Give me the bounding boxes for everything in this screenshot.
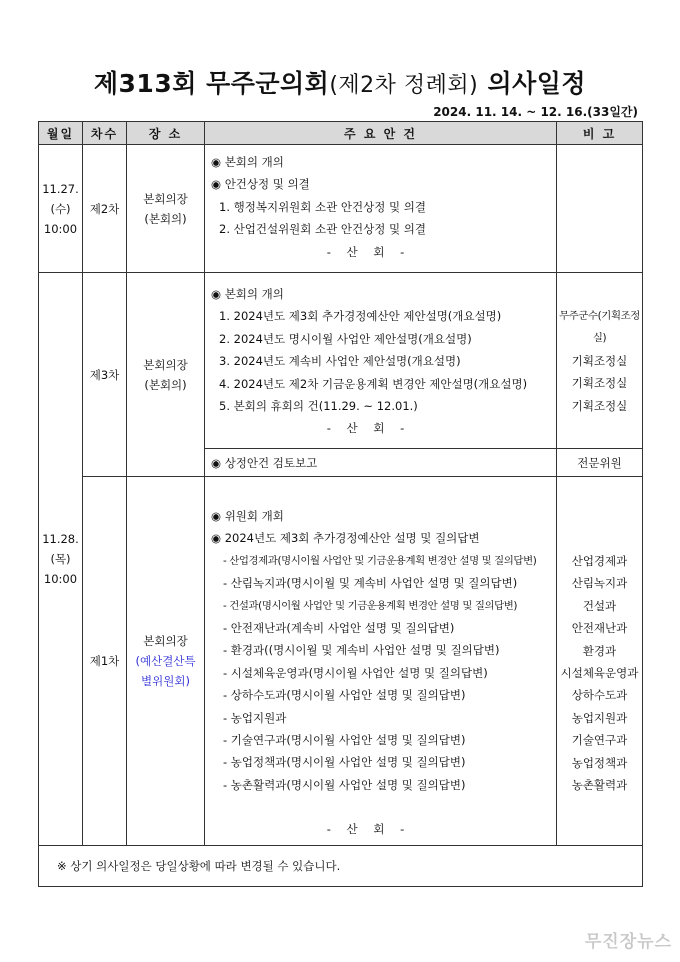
day1-remarks — [557, 145, 643, 273]
agenda-item: 1. 2024년도 제3회 추가경정예산안 제안설명(개요설명) — [219, 309, 502, 324]
agenda-item: - 안전재난과(계속비 사업안 설명 및 질의답변) — [223, 621, 455, 636]
day2-s1-row — [39, 477, 643, 846]
agenda-item: - 기술연구과(명시이월 사업안 설명 및 질의답변) — [223, 733, 466, 748]
header-date: 월일 — [39, 122, 83, 145]
agenda-item: 1. 행정복지위원회 소관 안건상정 및 의결 — [219, 199, 426, 214]
agenda-item: - 농업정책과(명시이월 사업안 설명 및 질의답변) — [223, 755, 466, 770]
day2-s3-session: 제3차 — [83, 273, 127, 477]
day2-s3-row — [39, 273, 643, 449]
agenda-item: - 산업경제과(명시이월 사업안 및 기금운용계획 변경안 설명 및 질의답변) — [223, 554, 537, 567]
watermark-logo: 무진장뉴스 — [584, 932, 672, 952]
title-suffix: 의사일정 — [487, 69, 587, 98]
footnote: ※ 상기 의사일정은 당일상황에 따라 변경될 수 있습니다. — [39, 845, 643, 886]
day2-s3-items — [205, 273, 557, 449]
adjourn-label: - 산 회 - — [326, 244, 411, 259]
agenda-item: ◉ 본회의 개의 — [211, 155, 284, 169]
day1-items — [205, 145, 557, 273]
header-place: 장 소 — [127, 122, 205, 145]
header-items: 주 요 안 건 — [205, 122, 557, 145]
header-session: 차수 — [83, 122, 127, 145]
agenda-item: - 환경과((명시이월 및 계속비 사업안 설명 및 질의답변) — [223, 643, 500, 658]
agenda-item: ◉ 위원회 개회 — [211, 509, 284, 523]
review-item: ◉ 상정안건 검토보고 — [205, 449, 557, 477]
agenda-item: - 시설체육운영과(명시이월 사업안 설명 및 질의답변) — [223, 665, 488, 680]
day1-place: 본회의장 (본회의) — [127, 145, 205, 273]
agenda-item: - 산림녹지과(명시이월 및 계속비 사업안 설명 및 질의답변) — [223, 576, 518, 591]
agenda-item: - 농업지원과 — [223, 710, 287, 725]
agenda-item: ◉ 본회의 개의 — [211, 287, 284, 301]
header-remarks: 비 고 — [557, 122, 643, 145]
day1-row — [39, 145, 643, 273]
day2-s1-remarks: 산업경제과 산림녹지과 건설과 안전재난과 환경과 시설체육운영과 상하수도과 농업지원과 기술연구과 농업정책과 농촌활력과 — [557, 477, 643, 846]
day2-s3-place: 본회의장 (본회의) — [127, 273, 205, 477]
adjourn-label: - 산 회 - — [326, 421, 411, 436]
period: 2024. 11. 14. ~ 12. 16.(33일간) — [433, 105, 638, 119]
agenda-item: - 농촌활력과(명시이월 사업안 설명 및 질의답변) — [223, 777, 466, 792]
day2-date: 11.28. (목) 10:00 — [39, 273, 83, 846]
header-row — [39, 122, 643, 145]
schedule-table — [38, 121, 643, 887]
agenda-item: ◉ 안건상정 및 의결 — [211, 177, 310, 192]
day1-date: 11.27. (수) 10:00 — [39, 145, 83, 273]
agenda-item: 4. 2024년도 제2차 기금운용계획 변경안 제안설명(개요설명) — [219, 376, 528, 391]
day1-session: 제2차 — [83, 145, 127, 273]
review-remark: 전문위원 — [557, 449, 643, 477]
agenda-item: - 상하수도과(명시이월 사업안 설명 및 질의답변) — [223, 688, 466, 703]
agenda-item: 3. 2024년도 계속비 사업안 제안설명(개요설명) — [219, 354, 461, 369]
agenda-item: ◉ 2024년도 제3회 추가경정예산안 설명 및 질의답변 — [211, 531, 480, 546]
day2-s1-session: 제1차 — [83, 477, 127, 846]
agenda-item: 2. 2024년도 명시이월 사업안 제안설명(개요설명) — [219, 331, 472, 346]
day2-s3-remarks: 무주군수(기획조정실) 기획조정실 기획조정실 기획조정실 — [557, 273, 643, 449]
title-main: 제313회 무주군의회 — [93, 69, 330, 98]
agenda-item: 2. 산업건설위원회 소관 안건상정 및 의결 — [219, 222, 426, 237]
page-title — [0, 64, 680, 100]
day2-s1-items — [205, 477, 557, 846]
agenda-item: 5. 본회의 휴회의 건(11.29. ~ 12.01.) — [219, 399, 418, 414]
title-paren: (제2차 정례회) — [329, 73, 479, 98]
adjourn-label: - 산 회 - — [326, 822, 411, 837]
footnote-row — [39, 845, 643, 886]
day2-s1-place: 본회의장 (예산결산특 별위원회) — [127, 477, 205, 846]
agenda-item: - 건설과(명시이월 사업안 및 기금운용계획 변경안 설명 및 질의답변) — [223, 599, 518, 612]
